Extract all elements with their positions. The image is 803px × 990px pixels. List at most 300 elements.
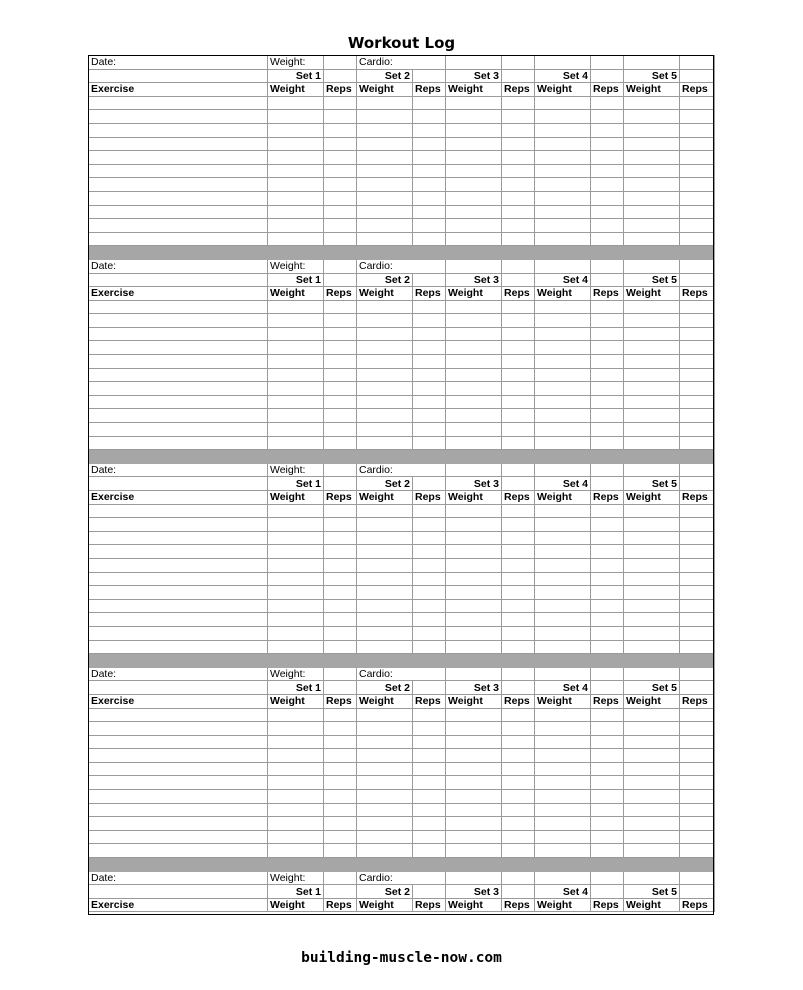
weight-entry-cell[interactable] xyxy=(624,545,680,559)
reps-entry-cell[interactable] xyxy=(680,531,715,545)
reps-entry-cell[interactable] xyxy=(591,137,624,151)
reps-entry-cell[interactable] xyxy=(502,178,535,192)
weight-entry-cell[interactable] xyxy=(624,123,680,137)
weight-entry-cell[interactable] xyxy=(446,762,502,776)
weight-entry-cell[interactable] xyxy=(535,572,591,586)
reps-entry-cell[interactable] xyxy=(413,586,446,600)
reps-entry-cell[interactable] xyxy=(502,817,535,831)
weight-entry-cell[interactable] xyxy=(624,205,680,219)
reps-entry-cell[interactable] xyxy=(324,599,357,613)
weight-entry-cell[interactable] xyxy=(268,572,324,586)
weight-entry-cell[interactable] xyxy=(357,586,413,600)
exercise-name-cell[interactable] xyxy=(89,844,268,858)
reps-entry-cell[interactable] xyxy=(413,232,446,246)
reps-entry-cell[interactable] xyxy=(413,314,446,328)
reps-entry-cell[interactable] xyxy=(502,572,535,586)
reps-entry-cell[interactable] xyxy=(680,708,715,722)
weight-entry-cell[interactable] xyxy=(268,355,324,369)
date-label[interactable]: Date: xyxy=(89,259,268,273)
weight-entry-cell[interactable] xyxy=(357,151,413,165)
weight-entry-cell[interactable] xyxy=(357,817,413,831)
reps-entry-cell[interactable] xyxy=(591,722,624,736)
weight-entry-cell[interactable] xyxy=(446,178,502,192)
weight-entry-cell[interactable] xyxy=(624,776,680,790)
weight-entry-cell[interactable] xyxy=(535,844,591,858)
weight-entry-cell[interactable] xyxy=(268,518,324,532)
exercise-name-cell[interactable] xyxy=(89,504,268,518)
reps-entry-cell[interactable] xyxy=(413,151,446,165)
weight-entry-cell[interactable] xyxy=(446,531,502,545)
reps-entry-cell[interactable] xyxy=(324,368,357,382)
reps-entry-cell[interactable] xyxy=(680,518,715,532)
reps-entry-cell[interactable] xyxy=(324,613,357,627)
reps-entry-cell[interactable] xyxy=(591,327,624,341)
weight-entry-cell[interactable] xyxy=(624,110,680,124)
weight-entry-cell[interactable] xyxy=(535,518,591,532)
reps-entry-cell[interactable] xyxy=(502,586,535,600)
reps-entry-cell[interactable] xyxy=(680,314,715,328)
weight-entry-cell[interactable] xyxy=(357,178,413,192)
reps-entry-cell[interactable] xyxy=(591,830,624,844)
reps-entry-cell[interactable] xyxy=(502,123,535,137)
reps-entry-cell[interactable] xyxy=(502,314,535,328)
weight-entry-cell[interactable] xyxy=(446,368,502,382)
reps-entry-cell[interactable] xyxy=(413,545,446,559)
weight-entry-cell[interactable] xyxy=(268,137,324,151)
weight-entry-cell[interactable] xyxy=(357,341,413,355)
weight-entry-cell[interactable] xyxy=(446,817,502,831)
reps-entry-cell[interactable] xyxy=(502,545,535,559)
reps-entry-cell[interactable] xyxy=(680,300,715,314)
reps-entry-cell[interactable] xyxy=(680,626,715,640)
weight-entry-cell[interactable] xyxy=(446,382,502,396)
weight-entry-cell[interactable] xyxy=(268,545,324,559)
reps-entry-cell[interactable] xyxy=(324,110,357,124)
reps-entry-cell[interactable] xyxy=(324,300,357,314)
exercise-name-cell[interactable] xyxy=(89,219,268,233)
reps-entry-cell[interactable] xyxy=(591,586,624,600)
reps-entry-cell[interactable] xyxy=(413,355,446,369)
weight-entry-cell[interactable] xyxy=(357,110,413,124)
reps-entry-cell[interactable] xyxy=(413,776,446,790)
reps-entry-cell[interactable] xyxy=(591,300,624,314)
reps-entry-cell[interactable] xyxy=(413,191,446,205)
reps-entry-cell[interactable] xyxy=(680,749,715,763)
weight-entry-cell[interactable] xyxy=(624,817,680,831)
weight-entry-cell[interactable] xyxy=(268,219,324,233)
weight-entry-cell[interactable] xyxy=(357,531,413,545)
weight-entry-cell[interactable] xyxy=(446,626,502,640)
reps-entry-cell[interactable] xyxy=(502,110,535,124)
reps-entry-cell[interactable] xyxy=(591,123,624,137)
reps-entry-cell[interactable] xyxy=(591,572,624,586)
exercise-name-cell[interactable] xyxy=(89,572,268,586)
weight-entry-cell[interactable] xyxy=(624,586,680,600)
weight-entry-cell[interactable] xyxy=(357,545,413,559)
weight-entry-cell[interactable] xyxy=(357,708,413,722)
weight-entry-cell[interactable] xyxy=(268,368,324,382)
reps-entry-cell[interactable] xyxy=(413,531,446,545)
exercise-name-cell[interactable] xyxy=(89,395,268,409)
weight-entry-cell[interactable] xyxy=(268,613,324,627)
weight-entry-cell[interactable] xyxy=(535,409,591,423)
weight-entry-cell[interactable] xyxy=(624,164,680,178)
reps-entry-cell[interactable] xyxy=(591,803,624,817)
blank-cell[interactable] xyxy=(624,56,680,70)
exercise-name-cell[interactable] xyxy=(89,518,268,532)
reps-entry-cell[interactable] xyxy=(502,327,535,341)
weight-entry-cell[interactable] xyxy=(446,776,502,790)
reps-entry-cell[interactable] xyxy=(502,803,535,817)
weight-entry-cell[interactable] xyxy=(268,395,324,409)
reps-entry-cell[interactable] xyxy=(680,586,715,600)
weight-entry-cell[interactable] xyxy=(357,436,413,450)
weight-entry-cell[interactable] xyxy=(446,749,502,763)
weight-entry-cell[interactable] xyxy=(446,355,502,369)
reps-entry-cell[interactable] xyxy=(591,314,624,328)
weight-entry-cell[interactable] xyxy=(535,205,591,219)
reps-entry-cell[interactable] xyxy=(502,830,535,844)
reps-entry-cell[interactable] xyxy=(413,640,446,654)
weight-entry-cell[interactable] xyxy=(357,626,413,640)
reps-entry-cell[interactable] xyxy=(680,178,715,192)
reps-entry-cell[interactable] xyxy=(502,232,535,246)
reps-entry-cell[interactable] xyxy=(680,355,715,369)
blank-cell[interactable] xyxy=(502,667,535,681)
weight-entry-cell[interactable] xyxy=(357,96,413,110)
weight-entry-cell[interactable] xyxy=(535,613,591,627)
weight-entry-cell[interactable] xyxy=(357,572,413,586)
blank-cell[interactable] xyxy=(680,667,715,681)
reps-entry-cell[interactable] xyxy=(413,409,446,423)
weight-entry-cell[interactable] xyxy=(535,545,591,559)
reps-entry-cell[interactable] xyxy=(502,776,535,790)
weight-entry-cell[interactable] xyxy=(268,708,324,722)
weight-entry-cell[interactable] xyxy=(535,382,591,396)
reps-entry-cell[interactable] xyxy=(502,395,535,409)
blank-cell[interactable] xyxy=(680,871,715,885)
weight-entry-cell[interactable] xyxy=(268,123,324,137)
reps-entry-cell[interactable] xyxy=(591,817,624,831)
exercise-name-cell[interactable] xyxy=(89,817,268,831)
reps-entry-cell[interactable] xyxy=(324,817,357,831)
reps-entry-cell[interactable] xyxy=(680,232,715,246)
reps-entry-cell[interactable] xyxy=(591,110,624,124)
reps-entry-cell[interactable] xyxy=(413,123,446,137)
reps-entry-cell[interactable] xyxy=(502,749,535,763)
reps-entry-cell[interactable] xyxy=(502,164,535,178)
weight-entry-cell[interactable] xyxy=(268,423,324,437)
weight-entry-cell[interactable] xyxy=(357,395,413,409)
weight-entry-cell[interactable] xyxy=(535,395,591,409)
weight-entry-cell[interactable] xyxy=(624,409,680,423)
weight-entry-cell[interactable] xyxy=(446,504,502,518)
blank-cell[interactable] xyxy=(591,667,624,681)
reps-entry-cell[interactable] xyxy=(413,164,446,178)
weight-entry-cell[interactable] xyxy=(535,708,591,722)
exercise-name-cell[interactable] xyxy=(89,558,268,572)
weight-entry-cell[interactable] xyxy=(268,830,324,844)
weight-entry-cell[interactable] xyxy=(446,586,502,600)
weight-entry-cell[interactable] xyxy=(357,776,413,790)
reps-entry-cell[interactable] xyxy=(502,518,535,532)
reps-entry-cell[interactable] xyxy=(502,205,535,219)
reps-entry-cell[interactable] xyxy=(502,96,535,110)
blank-cell[interactable] xyxy=(446,463,502,477)
weight-entry-cell[interactable] xyxy=(446,219,502,233)
reps-entry-cell[interactable] xyxy=(324,844,357,858)
weight-entry-cell[interactable] xyxy=(535,531,591,545)
weight-entry-cell[interactable] xyxy=(535,137,591,151)
reps-entry-cell[interactable] xyxy=(680,640,715,654)
blank-cell[interactable] xyxy=(446,259,502,273)
weight-entry-cell[interactable] xyxy=(268,164,324,178)
reps-entry-cell[interactable] xyxy=(591,382,624,396)
reps-entry-cell[interactable] xyxy=(413,436,446,450)
exercise-name-cell[interactable] xyxy=(89,790,268,804)
weight-entry-cell[interactable] xyxy=(624,830,680,844)
exercise-name-cell[interactable] xyxy=(89,300,268,314)
weight-entry-cell[interactable] xyxy=(535,355,591,369)
weight-entry-cell[interactable] xyxy=(535,817,591,831)
cardio-label[interactable]: Cardio: xyxy=(357,463,446,477)
cardio-label[interactable]: Cardio: xyxy=(357,667,446,681)
reps-entry-cell[interactable] xyxy=(680,341,715,355)
reps-entry-cell[interactable] xyxy=(680,382,715,396)
weight-entry-cell[interactable] xyxy=(535,790,591,804)
reps-entry-cell[interactable] xyxy=(591,436,624,450)
weight-entry-cell[interactable] xyxy=(624,395,680,409)
exercise-name-cell[interactable] xyxy=(89,531,268,545)
weight-entry-cell[interactable] xyxy=(446,640,502,654)
bodyweight-value-cell[interactable] xyxy=(324,871,357,885)
reps-entry-cell[interactable] xyxy=(324,219,357,233)
reps-entry-cell[interactable] xyxy=(680,803,715,817)
weight-entry-cell[interactable] xyxy=(535,504,591,518)
exercise-name-cell[interactable] xyxy=(89,314,268,328)
weight-entry-cell[interactable] xyxy=(446,137,502,151)
weight-entry-cell[interactable] xyxy=(357,300,413,314)
blank-cell[interactable] xyxy=(535,259,591,273)
weight-entry-cell[interactable] xyxy=(535,803,591,817)
weight-entry-cell[interactable] xyxy=(535,232,591,246)
weight-entry-cell[interactable] xyxy=(446,844,502,858)
reps-entry-cell[interactable] xyxy=(413,790,446,804)
weight-entry-cell[interactable] xyxy=(446,613,502,627)
reps-entry-cell[interactable] xyxy=(680,436,715,450)
reps-entry-cell[interactable] xyxy=(324,164,357,178)
weight-entry-cell[interactable] xyxy=(624,572,680,586)
reps-entry-cell[interactable] xyxy=(680,735,715,749)
weight-entry-cell[interactable] xyxy=(446,205,502,219)
exercise-name-cell[interactable] xyxy=(89,423,268,437)
reps-entry-cell[interactable] xyxy=(413,830,446,844)
cardio-label[interactable]: Cardio: xyxy=(357,259,446,273)
weight-entry-cell[interactable] xyxy=(357,327,413,341)
reps-entry-cell[interactable] xyxy=(591,531,624,545)
weight-entry-cell[interactable] xyxy=(268,803,324,817)
reps-entry-cell[interactable] xyxy=(324,790,357,804)
blank-cell[interactable] xyxy=(446,871,502,885)
weight-entry-cell[interactable] xyxy=(357,558,413,572)
reps-entry-cell[interactable] xyxy=(680,545,715,559)
reps-entry-cell[interactable] xyxy=(413,558,446,572)
reps-entry-cell[interactable] xyxy=(591,558,624,572)
reps-entry-cell[interactable] xyxy=(413,817,446,831)
weight-entry-cell[interactable] xyxy=(268,844,324,858)
weight-entry-cell[interactable] xyxy=(446,545,502,559)
reps-entry-cell[interactable] xyxy=(413,96,446,110)
weight-entry-cell[interactable] xyxy=(446,314,502,328)
reps-entry-cell[interactable] xyxy=(591,409,624,423)
reps-entry-cell[interactable] xyxy=(502,151,535,165)
weight-entry-cell[interactable] xyxy=(624,749,680,763)
reps-entry-cell[interactable] xyxy=(324,423,357,437)
weight-entry-cell[interactable] xyxy=(624,382,680,396)
weight-entry-cell[interactable] xyxy=(357,518,413,532)
exercise-name-cell[interactable] xyxy=(89,613,268,627)
exercise-name-cell[interactable] xyxy=(89,626,268,640)
reps-entry-cell[interactable] xyxy=(324,776,357,790)
exercise-name-cell[interactable] xyxy=(89,341,268,355)
weight-entry-cell[interactable] xyxy=(268,191,324,205)
reps-entry-cell[interactable] xyxy=(502,735,535,749)
reps-entry-cell[interactable] xyxy=(591,355,624,369)
date-label[interactable]: Date: xyxy=(89,667,268,681)
blank-cell[interactable] xyxy=(680,56,715,70)
weight-entry-cell[interactable] xyxy=(268,341,324,355)
weight-entry-cell[interactable] xyxy=(446,722,502,736)
reps-entry-cell[interactable] xyxy=(324,640,357,654)
blank-cell[interactable] xyxy=(624,667,680,681)
blank-cell[interactable] xyxy=(680,463,715,477)
weight-entry-cell[interactable] xyxy=(357,762,413,776)
weight-entry-cell[interactable] xyxy=(357,219,413,233)
blank-cell[interactable] xyxy=(624,463,680,477)
weight-entry-cell[interactable] xyxy=(624,355,680,369)
reps-entry-cell[interactable] xyxy=(324,749,357,763)
reps-entry-cell[interactable] xyxy=(413,762,446,776)
reps-entry-cell[interactable] xyxy=(502,355,535,369)
bodyweight-label[interactable]: Weight: xyxy=(268,667,324,681)
reps-entry-cell[interactable] xyxy=(324,395,357,409)
weight-entry-cell[interactable] xyxy=(624,232,680,246)
weight-entry-cell[interactable] xyxy=(357,368,413,382)
reps-entry-cell[interactable] xyxy=(413,749,446,763)
reps-entry-cell[interactable] xyxy=(413,504,446,518)
reps-entry-cell[interactable] xyxy=(502,382,535,396)
weight-entry-cell[interactable] xyxy=(357,599,413,613)
reps-entry-cell[interactable] xyxy=(324,830,357,844)
weight-entry-cell[interactable] xyxy=(624,137,680,151)
weight-entry-cell[interactable] xyxy=(624,219,680,233)
reps-entry-cell[interactable] xyxy=(680,762,715,776)
weight-entry-cell[interactable] xyxy=(268,531,324,545)
weight-entry-cell[interactable] xyxy=(535,123,591,137)
weight-entry-cell[interactable] xyxy=(357,803,413,817)
weight-entry-cell[interactable] xyxy=(446,151,502,165)
reps-entry-cell[interactable] xyxy=(324,436,357,450)
reps-entry-cell[interactable] xyxy=(413,599,446,613)
reps-entry-cell[interactable] xyxy=(591,232,624,246)
reps-entry-cell[interactable] xyxy=(591,749,624,763)
weight-entry-cell[interactable] xyxy=(535,423,591,437)
exercise-name-cell[interactable] xyxy=(89,355,268,369)
exercise-name-cell[interactable] xyxy=(89,545,268,559)
exercise-name-cell[interactable] xyxy=(89,776,268,790)
reps-entry-cell[interactable] xyxy=(591,762,624,776)
reps-entry-cell[interactable] xyxy=(680,219,715,233)
reps-entry-cell[interactable] xyxy=(502,368,535,382)
weight-entry-cell[interactable] xyxy=(624,844,680,858)
weight-entry-cell[interactable] xyxy=(357,123,413,137)
weight-entry-cell[interactable] xyxy=(624,599,680,613)
weight-entry-cell[interactable] xyxy=(268,558,324,572)
reps-entry-cell[interactable] xyxy=(680,599,715,613)
weight-entry-cell[interactable] xyxy=(357,232,413,246)
date-label[interactable]: Date: xyxy=(89,871,268,885)
bodyweight-label[interactable]: Weight: xyxy=(268,463,324,477)
weight-entry-cell[interactable] xyxy=(624,803,680,817)
weight-entry-cell[interactable] xyxy=(446,395,502,409)
reps-entry-cell[interactable] xyxy=(502,300,535,314)
weight-entry-cell[interactable] xyxy=(268,626,324,640)
reps-entry-cell[interactable] xyxy=(502,558,535,572)
weight-entry-cell[interactable] xyxy=(624,151,680,165)
weight-entry-cell[interactable] xyxy=(535,300,591,314)
reps-entry-cell[interactable] xyxy=(680,722,715,736)
reps-entry-cell[interactable] xyxy=(591,164,624,178)
blank-cell[interactable] xyxy=(591,463,624,477)
reps-entry-cell[interactable] xyxy=(680,191,715,205)
reps-entry-cell[interactable] xyxy=(324,137,357,151)
reps-entry-cell[interactable] xyxy=(324,123,357,137)
weight-entry-cell[interactable] xyxy=(535,586,591,600)
weight-entry-cell[interactable] xyxy=(624,790,680,804)
weight-entry-cell[interactable] xyxy=(624,368,680,382)
weight-entry-cell[interactable] xyxy=(357,844,413,858)
weight-entry-cell[interactable] xyxy=(624,640,680,654)
weight-entry-cell[interactable] xyxy=(535,735,591,749)
weight-entry-cell[interactable] xyxy=(624,518,680,532)
bodyweight-value-cell[interactable] xyxy=(324,463,357,477)
weight-entry-cell[interactable] xyxy=(446,409,502,423)
weight-entry-cell[interactable] xyxy=(624,531,680,545)
weight-entry-cell[interactable] xyxy=(624,735,680,749)
reps-entry-cell[interactable] xyxy=(324,96,357,110)
weight-entry-cell[interactable] xyxy=(624,178,680,192)
reps-entry-cell[interactable] xyxy=(680,395,715,409)
exercise-name-cell[interactable] xyxy=(89,830,268,844)
weight-entry-cell[interactable] xyxy=(357,355,413,369)
weight-entry-cell[interactable] xyxy=(446,96,502,110)
reps-entry-cell[interactable] xyxy=(502,844,535,858)
weight-entry-cell[interactable] xyxy=(268,817,324,831)
weight-entry-cell[interactable] xyxy=(624,613,680,627)
weight-entry-cell[interactable] xyxy=(357,830,413,844)
bodyweight-label[interactable]: Weight: xyxy=(268,871,324,885)
weight-entry-cell[interactable] xyxy=(268,205,324,219)
reps-entry-cell[interactable] xyxy=(591,219,624,233)
weight-entry-cell[interactable] xyxy=(446,708,502,722)
exercise-name-cell[interactable] xyxy=(89,110,268,124)
exercise-name-cell[interactable] xyxy=(89,708,268,722)
reps-entry-cell[interactable] xyxy=(680,123,715,137)
reps-entry-cell[interactable] xyxy=(591,599,624,613)
weight-entry-cell[interactable] xyxy=(446,558,502,572)
reps-entry-cell[interactable] xyxy=(591,341,624,355)
reps-entry-cell[interactable] xyxy=(502,531,535,545)
